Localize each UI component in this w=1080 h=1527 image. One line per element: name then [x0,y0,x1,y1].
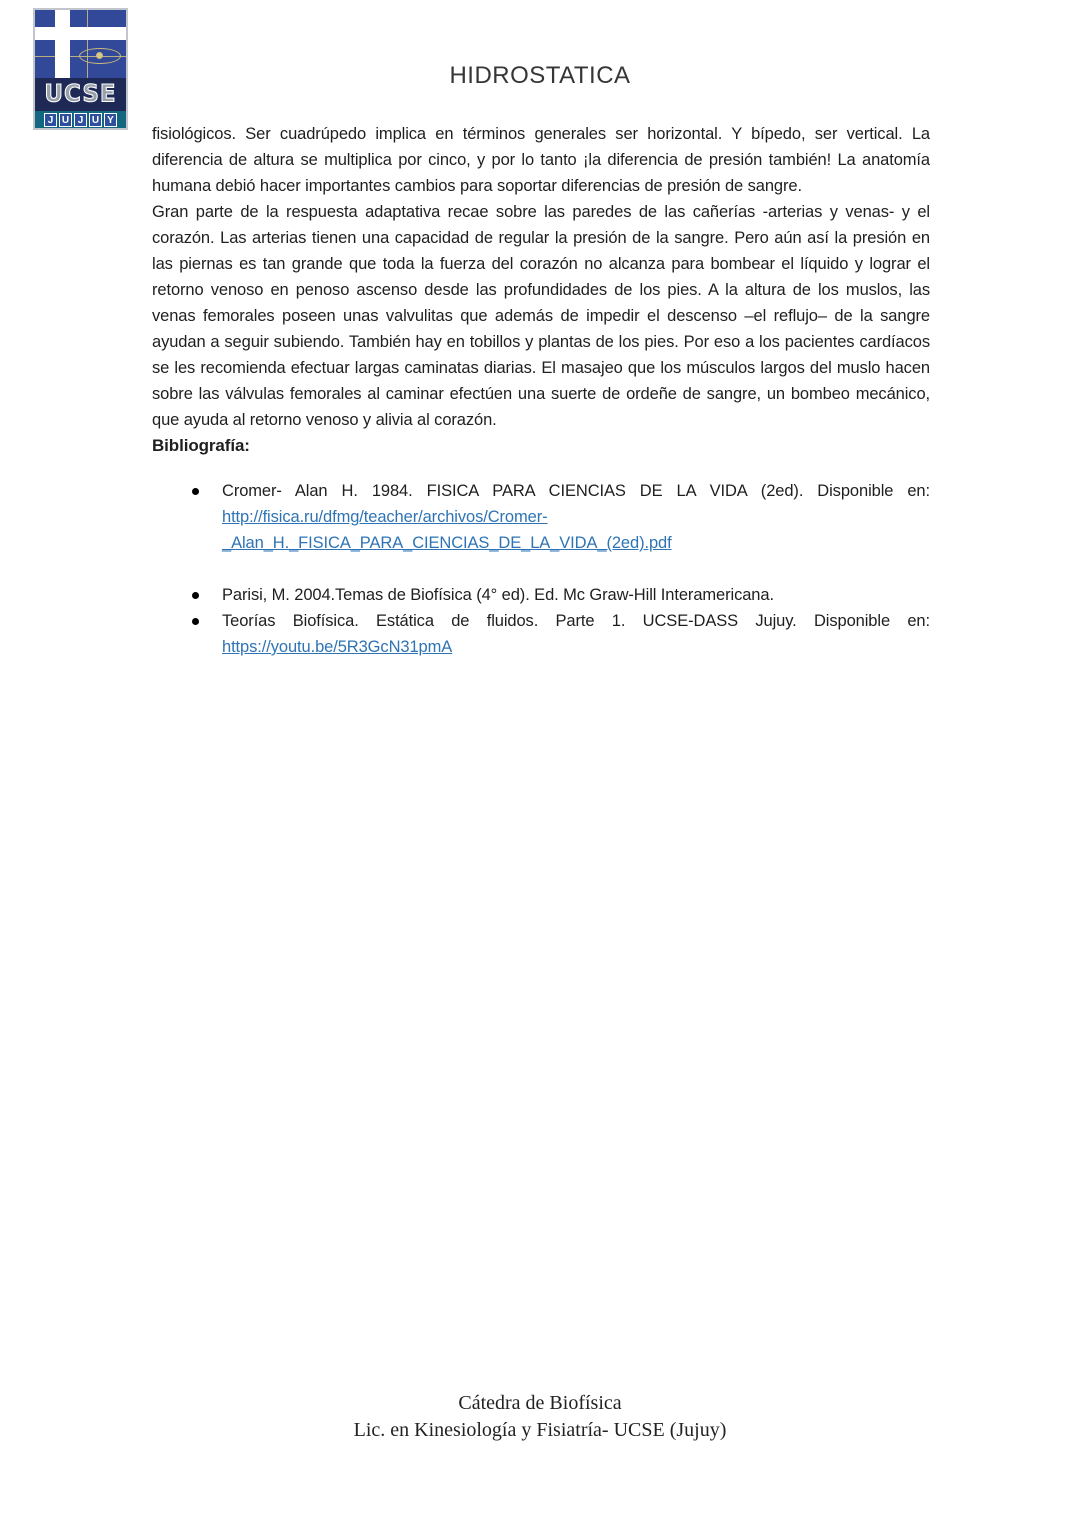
bibliography-link[interactable]: http://fisica.ru/dfmg/teacher/archivos/Cromer- [222,508,548,526]
bibliography-link[interactable]: https://youtu.be/5R3GcN31pmA [222,638,453,656]
page-title: HIDROSTATICA [449,62,631,89]
logo-ucse-text: UCSE [44,80,117,108]
footer-line: Lic. en Kinesiología y Fisiatría- UCSE (Jujuy) [353,1419,727,1441]
logo-jujuy-letter: J [74,113,87,127]
bibliography-link[interactable]: _Alan_H._FISICA_PARA_CIENCIAS_DE_LA_VIDA_(2ed).pdf [222,534,672,552]
eye-dot-icon [96,52,103,59]
bibliography-item [222,582,930,608]
logo-jujuy-letter: J [44,113,57,127]
logo-jujuy-letter: U [59,113,72,127]
page-footer [0,1390,1080,1444]
logo-jujuy-letter: Y [104,113,117,127]
footer-line: Cátedra de Biofísica [458,1392,622,1414]
bibliography-list [152,478,930,660]
bibliography-item [222,478,930,556]
bibliography-item-text: Parisi, M. 2004.Temas de Biofísica (4° ed). Ed. Mc Graw-Hill Interamericana. [222,586,774,604]
bibliography-item [222,608,930,660]
body-paragraph: Gran parte de la respuesta adaptativa recae sobre las paredes de las cañerías -arterias y venas- y el corazón. Las arterias tienen una capacidad de regular la presión de la sangre. Pero aún así la presión en las piernas es tan grande que toda la fuerza del corazón no alcanza para bombear el líquido y lograr el retorno venoso en penoso ascenso desde las profundidades de los pies. A la altura de los muslos, las venas femorales poseen unas valvulitas que además de impedir el descenso –el reflujo– de la sangre ayudan a seguir subiendo. También hay en tobillos y plantas de los pies. Por eso a los pacientes cardíacos se les recomienda efectuar largas caminatas diarias. El masajeo que los músculos largos del muslo hacen sobre las válvulas femorales al caminar efectúen una suerte de ordeñe de sangre, un bombeo mecánico, que ayuda al retorno venoso y alivia al corazón. [152,203,930,429]
body-paragraph: fisiológicos. Ser cuadrúpedo implica en términos generales ser horizontal. Y bípedo, ser vertical. La diferencia de altura se multiplica por cinco, y por lo tanto ¡la diferencia de presión también! La anatomía humana debió hacer importantes cambios para soportar diferencias de presión de sangre. [152,125,930,195]
logo-jujuy-letter: U [89,113,102,127]
bibliography-item-text: Teorías Biofísica. Estática de fluidos. Parte 1. UCSE-DASS Jujuy. Disponible en: [222,612,930,630]
cross-icon [35,27,126,40]
logo-jujuy-band [35,111,126,128]
document-body [152,121,930,660]
bibliography-item-text: Cromer- Alan H. 1984. FISICA PARA CIENCIAS DE LA VIDA (2ed). Disponible en: [222,482,930,500]
bibliography-heading: Bibliografía: [152,436,250,455]
